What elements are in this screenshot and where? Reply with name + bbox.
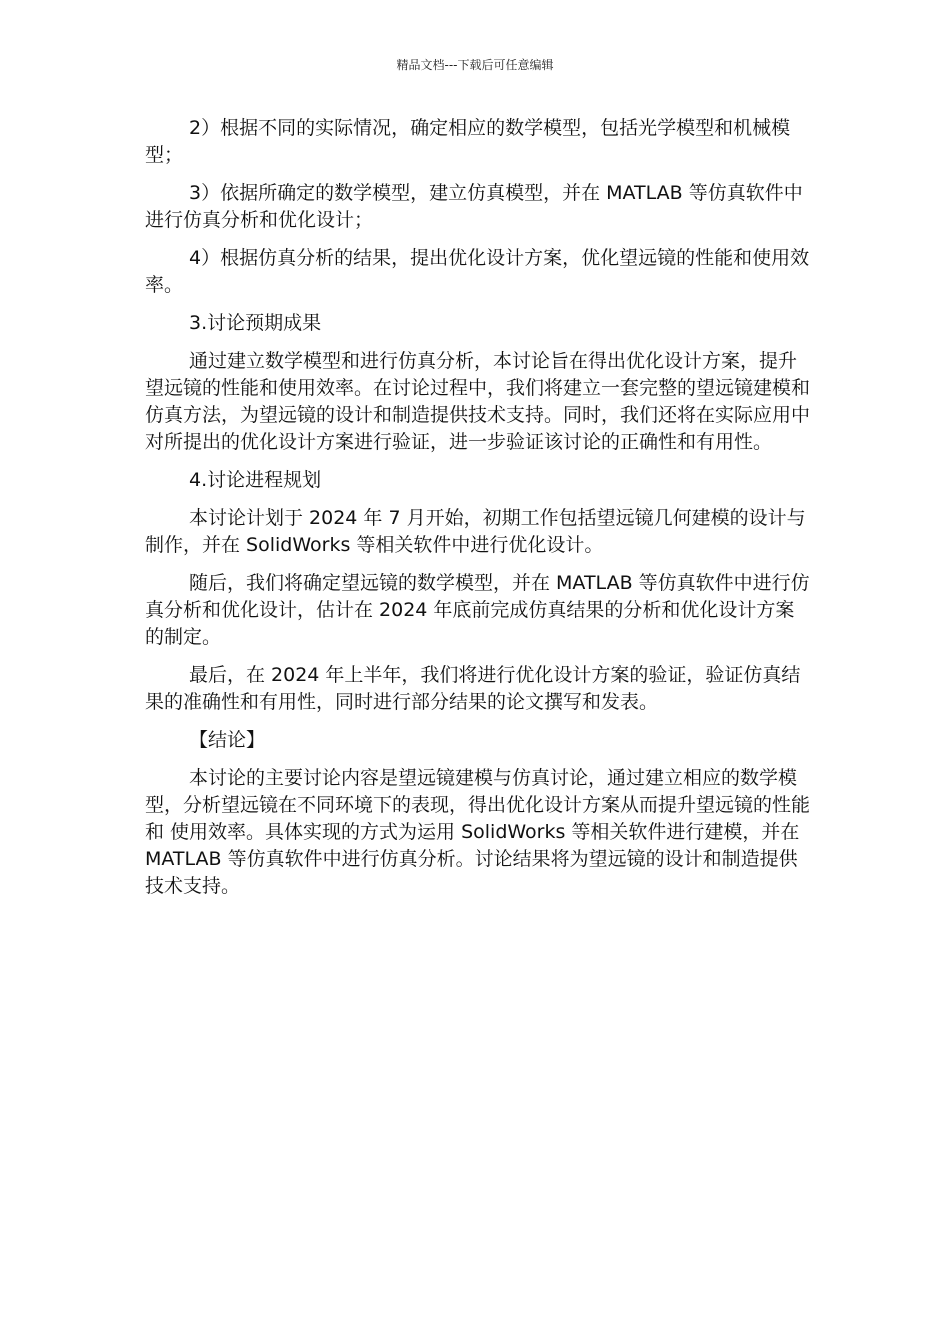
conclusion-paragraph: 本讨论的主要讨论内容是望远镜建模与仿真讨论，通过建立相应的数学模型，分析望远镜在不同环境下的表现，得出优化设计方案从而提升望远镜的性能和 使用效率。具体实现的方式为运用 SolidWorks 等相关软件进行建模，并在 MATLAB 等仿真软件中进行仿真分析。讨论结果将为望远镜的设计和制造提供技术支持。: [145, 767, 811, 897]
section-heading-expected-results: 3.讨论预期成果: [189, 312, 322, 334]
method-step-3: 3）依据所确定的数学模型，建立仿真模型，并在 MATLAB 等仿真软件中进行仿真分析和优化设计；: [145, 182, 803, 231]
schedule-paragraph-1: 本讨论计划于 2024 年 7 月开始，初期工作包括望远镜几何建模的设计与制作，并在 SolidWorks 等相关软件中进行优化设计。: [145, 507, 806, 556]
document-body: [145, 115, 810, 911]
expected-results-paragraph: 通过建立数学模型和进行仿真分析，本讨论旨在得出优化设计方案，提升望远镜的性能和使用效率。在讨论过程中，我们将建立一套完整的望远镜建模和仿真方法，为望远镜的设计和制造提供技术支持。同时，我们还将在实际应用中对所提出的优化设计方案进行验证，进一步验证该讨论的正确性和有用性。: [145, 350, 811, 453]
page-header: 精品文档---下载后可任意编辑: [396, 58, 554, 72]
schedule-paragraph-3: 最后，在 2024 年上半年，我们将进行优化设计方案的验证，验证仿真结果的准确性和有用性，同时进行部分结果的论文撰写和发表。: [145, 664, 801, 713]
method-step-4: 4）根据仿真分析的结果，提出优化设计方案，优化望远镜的性能和使用效率。: [145, 247, 810, 296]
section-heading-schedule: 4.讨论进程规划: [189, 469, 322, 491]
section-heading-conclusion: 【结论】: [189, 729, 266, 751]
method-step-2: 2）根据不同的实际情况，确定相应的数学模型，包括光学模型和机械模型；: [145, 117, 791, 166]
schedule-paragraph-2: 随后，我们将确定望远镜的数学模型，并在 MATLAB 等仿真软件中进行仿真分析和优化设计，估计在 2024 年底前完成仿真结果的分析和优化设计方案的制定。: [145, 572, 810, 648]
